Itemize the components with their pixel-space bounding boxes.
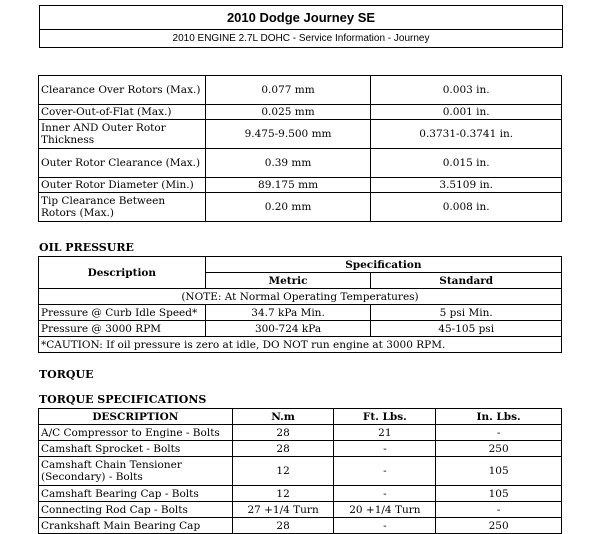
torque-ft: - <box>334 457 436 486</box>
torque-col-ft: Ft. Lbs. <box>334 409 436 425</box>
spec-metric: 0.077 mm <box>205 76 371 105</box>
oil-pump-spec-body <box>39 76 562 222</box>
spec-metric: 9.475-9.500 mm <box>205 120 371 149</box>
spec-metric: 0.025 mm <box>205 105 371 120</box>
torque-heading: TORQUE <box>39 368 94 381</box>
spec-label: Tip Clearance Between Rotors (Max.) <box>39 193 206 222</box>
spec-standard: 0.015 in. <box>371 149 562 178</box>
torque-in: - <box>436 425 562 441</box>
torque-body <box>39 425 562 534</box>
torque-in: 105 <box>436 457 562 486</box>
spec-label: Outer Rotor Clearance (Max.) <box>39 149 206 178</box>
table-row <box>39 193 562 222</box>
torque-nm: 28 <box>232 425 334 441</box>
torque-nm: 12 <box>232 457 334 486</box>
torque-col-nm: N.m <box>232 409 334 425</box>
document-subtitle: 2010 ENGINE 2.7L DOHC - Service Information - Journey <box>172 33 430 44</box>
torque-ft: 21 <box>334 425 436 441</box>
spec-metric: 89.175 mm <box>205 178 371 193</box>
oil-pressure-table <box>38 256 562 353</box>
oil-standard: 5 psi Min. <box>371 305 562 321</box>
spec-label: Clearance Over Rotors (Max.) <box>39 76 206 105</box>
torque-col-in: In. Lbs. <box>436 409 562 425</box>
torque-label: Connecting Rod Cap - Bolts <box>39 502 233 518</box>
torque-ft: - <box>334 518 436 534</box>
table-row <box>39 76 562 105</box>
torque-col-description: DESCRIPTION <box>39 409 233 425</box>
torque-in: 105 <box>436 486 562 502</box>
torque-nm: 28 <box>232 441 334 457</box>
oil-col-description: Description <box>39 257 206 289</box>
spec-standard: 0.001 in. <box>371 105 562 120</box>
torque-ft: - <box>334 486 436 502</box>
spec-metric: 0.20 mm <box>205 193 371 222</box>
table-row <box>39 486 562 502</box>
torque-label: Camshaft Bearing Cap - Bolts <box>39 486 233 502</box>
torque-subheading: TORQUE SPECIFICATIONS <box>39 393 207 406</box>
document-title: 2010 Dodge Journey SE <box>40 6 562 30</box>
torque-label: Camshaft Sprocket - Bolts <box>39 441 233 457</box>
oil-metric: 34.7 kPa Min. <box>205 305 371 321</box>
torque-in: 250 <box>436 441 562 457</box>
torque-ft: 20 +1/4 Turn <box>334 502 436 518</box>
torque-nm: 12 <box>232 486 334 502</box>
spec-standard: 0.3731-0.3741 in. <box>371 120 562 149</box>
torque-ft: - <box>334 441 436 457</box>
oil-label: Pressure @ 3000 RPM <box>39 321 206 337</box>
oil-col-metric: Metric <box>205 273 371 289</box>
table-row <box>39 321 562 337</box>
spec-label: Outer Rotor Diameter (Min.) <box>39 178 206 193</box>
oil-metric: 300-724 kPa <box>205 321 371 337</box>
document-header <box>39 5 563 48</box>
oil-pressure-body <box>39 289 562 353</box>
table-row <box>39 305 562 321</box>
table-row <box>39 518 562 534</box>
spec-label: Cover-Out-of-Flat (Max.) <box>39 105 206 120</box>
table-row <box>39 337 562 353</box>
oil-col-specification: Specification <box>205 257 561 273</box>
oil-label: Pressure @ Curb Idle Speed* <box>39 305 206 321</box>
spec-standard: 3.5109 in. <box>371 178 562 193</box>
torque-nm: 28 <box>232 518 334 534</box>
oil-standard: 45-105 psi <box>371 321 562 337</box>
table-row <box>39 120 562 149</box>
torque-in: 250 <box>436 518 562 534</box>
spec-standard: 0.008 in. <box>371 193 562 222</box>
torque-in: - <box>436 502 562 518</box>
oil-note: (NOTE: At Normal Operating Temperatures) <box>39 289 562 305</box>
table-row <box>39 149 562 178</box>
oil-pump-spec-table <box>38 75 562 222</box>
oil-pressure-heading: OIL PRESSURE <box>39 241 134 254</box>
spec-standard: 0.003 in. <box>371 76 562 105</box>
oil-caution: *CAUTION: If oil pressure is zero at idle, DO NOT run engine at 3000 RPM. <box>39 337 562 353</box>
torque-nm: 27 +1/4 Turn <box>232 502 334 518</box>
table-row <box>39 441 562 457</box>
table-row <box>39 105 562 120</box>
torque-table <box>38 408 562 534</box>
spec-metric: 0.39 mm <box>205 149 371 178</box>
torque-label: Crankshaft Main Bearing Cap <box>39 518 233 534</box>
table-row <box>39 178 562 193</box>
torque-label: A/C Compressor to Engine - Bolts <box>39 425 233 441</box>
spec-label: Inner AND Outer Rotor Thickness <box>39 120 206 149</box>
table-row <box>39 457 562 486</box>
table-row <box>39 289 562 305</box>
oil-col-standard: Standard <box>371 273 562 289</box>
table-row <box>39 425 562 441</box>
torque-label: Camshaft Chain Tensioner (Secondary) - Bolts <box>39 457 233 486</box>
table-row <box>39 502 562 518</box>
